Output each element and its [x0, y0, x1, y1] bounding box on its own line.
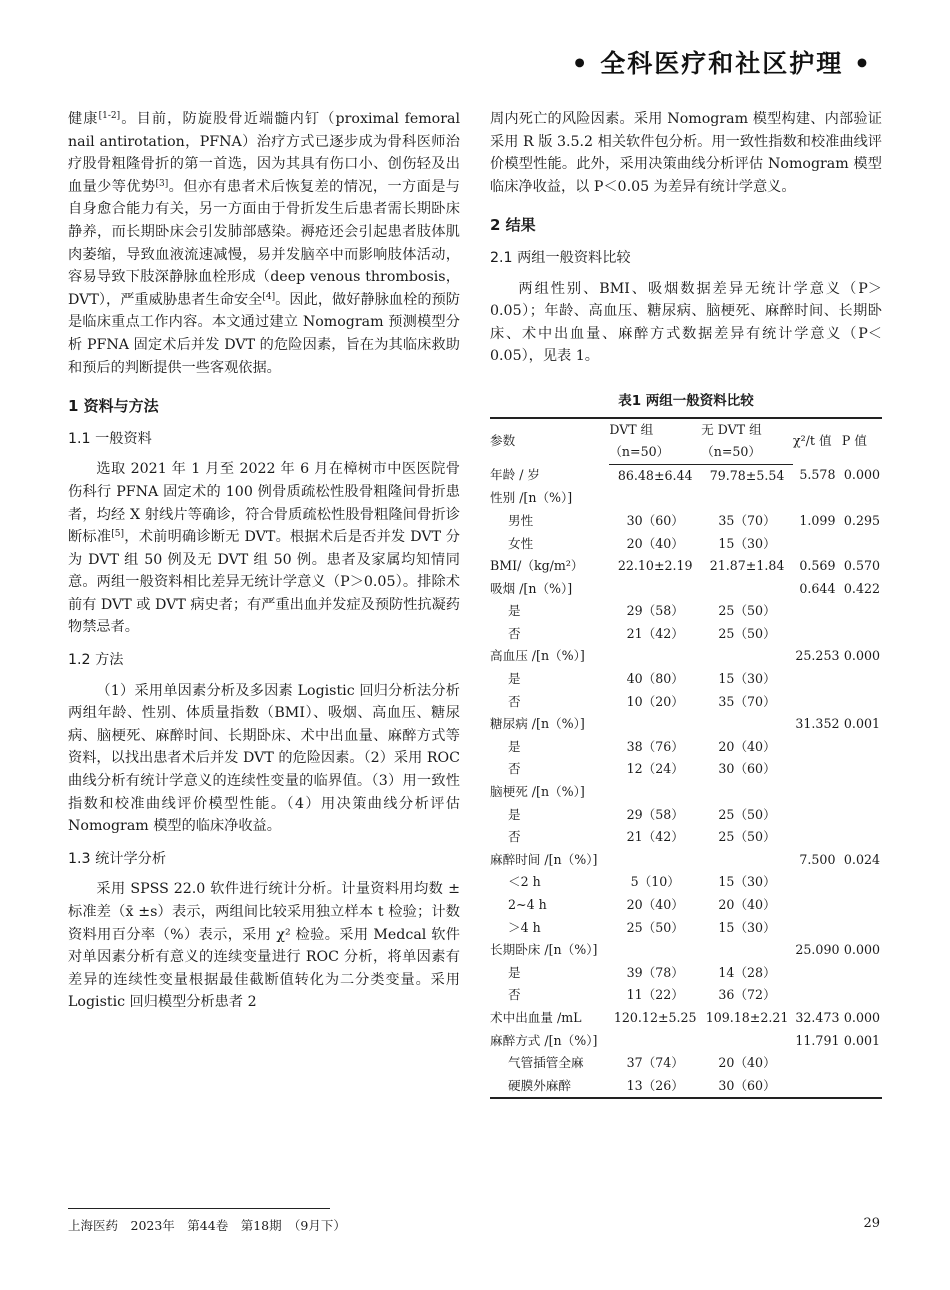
cell-ndvt: 15（30）: [718, 919, 776, 935]
cell-p: [842, 826, 882, 849]
cell-dvt: 29（58）: [626, 806, 684, 822]
cell-stat: [793, 487, 842, 510]
table-row: [490, 758, 882, 781]
cell-param: 高血压 /[n（%）]: [490, 648, 585, 664]
cell-stat: [793, 1075, 842, 1099]
cell-p: [842, 1052, 882, 1075]
cell-dvt: 39（78）: [626, 964, 684, 980]
cell-ndvt: [701, 939, 793, 962]
cell-p: 0.000: [843, 942, 880, 958]
page-number: 29: [863, 1216, 880, 1231]
cell-param: 长期卧床 /[n（%）]: [490, 942, 598, 958]
cell-stat: [793, 917, 842, 940]
section-heading-methods: 1 资料与方法: [68, 397, 159, 416]
cell-param: 吸烟 /[n（%）]: [490, 580, 573, 596]
cell-ndvt: 25（50）: [718, 806, 776, 822]
table-row: [490, 623, 882, 646]
cell-dvt: 21（42）: [626, 829, 684, 845]
subsection-heading-general: 1.1 一般资料: [68, 430, 152, 447]
cell-p: [842, 533, 882, 556]
table-row: [490, 804, 882, 827]
cell-dvt: [609, 939, 701, 962]
table-row: [490, 984, 882, 1007]
cell-stat: 32.473: [795, 1009, 840, 1025]
citation: [3]: [155, 178, 169, 189]
cell-ndvt: 21.87±1.84: [709, 558, 785, 574]
table-row: [490, 826, 882, 849]
cell-dvt: 10（20）: [626, 693, 684, 709]
general-data-paragraph: 选取 2021 年 1 月至 2022 年 6 月在樟树市中医医院骨伤科行 PFNA 固定术的 100 例骨质疏松性股骨粗隆间骨折患者，均经 X 射线片等确诊，符合骨质疏松性股骨粗隆间骨折诊断标准[5]，术前明确诊断无 DVT。根据术后是否并发 DVT 分为 DVT 组 50 例及无 DVT 组 50 例。患者及家属均知情同意。两组一般资料相比差异无统计学意义（P＞0.05）。排除术前有 DVT 或 DVT 病史者；有严重出血并发症及预防性抗凝药物禁忌者。: [68, 461, 460, 636]
cell-ndvt: [701, 1030, 793, 1053]
cell-dvt: 20（40）: [626, 535, 684, 551]
table-row: [490, 849, 882, 872]
journal-footer: 上海医药 2023年 第44卷 第18期 （9月下）: [68, 1218, 346, 1233]
citation: [1-2]: [98, 111, 121, 121]
cell-p: [842, 962, 882, 985]
cell-param: 女性: [508, 535, 534, 551]
cell-dvt: 30（60）: [626, 512, 684, 528]
section-heading-results: 2 结果: [490, 216, 536, 235]
cell-dvt: [609, 781, 701, 804]
right-column: [490, 108, 882, 1099]
cell-param: 气管插管全麻: [508, 1055, 584, 1071]
subsection-heading-comparison: 2.1 两组一般资料比较: [490, 249, 631, 266]
cell-ndvt: 15（30）: [718, 671, 776, 687]
header-p: P 值: [842, 418, 882, 465]
cell-p: [842, 917, 882, 940]
cell-stat: [793, 894, 842, 917]
cell-dvt: 37（74）: [626, 1055, 684, 1071]
cell-stat: 7.500: [799, 851, 836, 867]
cell-stat: 1.099: [799, 512, 836, 528]
footer-rule: [68, 1208, 330, 1209]
cell-ndvt: 20（40）: [718, 897, 776, 912]
cell-stat: [793, 984, 842, 1007]
table-row: [490, 781, 882, 804]
table-row: [490, 736, 882, 759]
table-row: [490, 1052, 882, 1075]
cell-ndvt: [701, 781, 793, 804]
cell-p: [842, 871, 882, 894]
cell-param: 2~4 h: [508, 897, 547, 912]
cell-param: 糖尿病 /[n（%）]: [490, 716, 585, 732]
cell-p: [842, 1075, 882, 1099]
cell-p: 0.000: [843, 467, 880, 483]
cell-p: [842, 736, 882, 759]
cell-ndvt: 20（40）: [718, 1055, 776, 1071]
cell-param: BMI/（kg/m²）: [490, 558, 584, 574]
cell-stat: [793, 691, 842, 714]
cell-ndvt: 25（50）: [718, 829, 776, 845]
cell-stat: [793, 533, 842, 556]
header-dvt: DVT 组: [609, 418, 701, 442]
cell-param: 否: [508, 693, 521, 709]
subsection-heading-method: 1.2 方法: [68, 652, 124, 669]
cell-stat: [793, 668, 842, 691]
cell-dvt: [609, 645, 701, 668]
cell-p: [842, 804, 882, 827]
cell-stat: [793, 758, 842, 781]
cell-p: [842, 668, 882, 691]
cell-ndvt: 79.78±5.54: [709, 467, 785, 483]
cell-stat: [793, 600, 842, 623]
cell-ndvt: 15（30）: [718, 874, 776, 890]
table-row: [490, 510, 882, 533]
cell-p: 0.422: [843, 580, 880, 596]
cell-param: 否: [508, 987, 521, 1003]
table-row: [490, 555, 882, 578]
cell-ndvt: [701, 849, 793, 872]
cell-dvt: 13（26）: [609, 1075, 701, 1099]
cell-ndvt: 14（28）: [718, 964, 776, 980]
cell-dvt: [609, 487, 701, 510]
cell-dvt: 25（50）: [626, 919, 684, 935]
cell-stat: 31.352: [795, 716, 840, 732]
table-row: [490, 1007, 882, 1030]
cell-p: [842, 781, 882, 804]
cell-ndvt: 35（70）: [718, 693, 776, 709]
cell-ndvt: 109.18±2.21: [705, 1009, 789, 1025]
method-paragraph: （1）采用单因素分析及多因素 Logistic 回归分析法分析两组年龄、性别、体质量指数（BMI）、吸烟、高血压、糖尿病、脑梗死、麻醉时间、长期卧床、术中出血量、麻醉方式等资料，以找出患者术后并发 DVT 的危险因素。（2）采用 ROC 曲线分析有统计学意义的连续性变量的临界值。（3）用一致性指数和校准曲线评价模型性能。（4）用决策曲线分析评估 Nomogram 模型的临床净收益。: [68, 682, 460, 835]
header-stat: χ²/t 值: [793, 418, 842, 465]
cell-ndvt: 30（60）: [701, 1075, 793, 1099]
cell-p: [842, 758, 882, 781]
cell-stat: 0.569: [799, 558, 836, 574]
cell-stat: [793, 1052, 842, 1075]
header-ndvt: 无 DVT 组: [701, 418, 793, 442]
cell-dvt: 22.10±2.19: [617, 558, 693, 574]
cell-param: 是: [508, 964, 521, 980]
table-row: [490, 871, 882, 894]
citation: [5]: [111, 529, 125, 540]
cell-dvt: [609, 849, 701, 872]
cell-dvt: 29（58）: [626, 603, 684, 619]
cell-ndvt: 36（72）: [718, 987, 776, 1003]
cell-dvt: 40（80）: [626, 671, 684, 687]
left-column: [68, 108, 460, 1014]
cell-ndvt: 30（60）: [718, 761, 776, 777]
cell-dvt: 38（76）: [626, 738, 684, 754]
cell-param: 术中出血量 /mL: [490, 1009, 582, 1025]
cell-param: 否: [508, 829, 521, 845]
cell-dvt: 11（22）: [626, 987, 684, 1003]
table-row: [490, 917, 882, 940]
subsection-heading-statistics: 1.3 统计学分析: [68, 850, 167, 867]
cell-dvt: [609, 713, 701, 736]
cell-stat: 5.578: [799, 467, 836, 483]
cell-stat: [793, 736, 842, 759]
cell-dvt: 21（42）: [626, 625, 684, 641]
cell-dvt: [609, 1030, 701, 1053]
cell-ndvt: 20（40）: [718, 738, 776, 754]
cell-ndvt: [701, 713, 793, 736]
cell-param: 否: [508, 625, 521, 641]
table-row: [490, 487, 882, 510]
table-row: [490, 939, 882, 962]
cell-param: 是: [508, 671, 521, 687]
continued-paragraph: 周内死亡的风险因素。采用 Nomogram 模型构建、内部验证采用 R 版 3.5.2 相关软件包分析。用一致性指数和校准曲线评价模型性能。此外，采用决策曲线分析评估 Nomogram 模型临床净收益，以 P＜0.05 为差异有统计学意义。: [490, 111, 882, 195]
header-param: 参数: [490, 418, 609, 465]
cell-stat: [793, 623, 842, 646]
cell-stat: [793, 871, 842, 894]
statistics-paragraph: 采用 SPSS 22.0 软件进行统计分析。计量资料用均数 ± 标准差（x̄ ±s）表示，两组间比较采用独立样本 t 检验；计数资料用百分率（%）表示，采用 χ² 检验。采用 Medcal 软件对单因素分析有意义的连续变量进行 ROC 分析，将单因素有差异的连续性变量根据最佳截断值转化为二分类变量。采用 Logistic 回归模型分析患者 2: [68, 881, 460, 1011]
cell-param: 是: [508, 806, 521, 822]
table-row: [490, 713, 882, 736]
intro-paragraph: 健康[1-2]。目前，防旋股骨近端髓内钉（proximal femoral nail antirotation，PFNA）治疗方式已逐步成为骨科医师治疗股骨粗隆骨折的第一首选，因为其具有伤口小、创伤轻及出血量少等优势[3]。但亦有患者术后恢复差的情况，一方面是与自身愈合能力有关，另一方面由于骨折发生后患者需长期卧床静养，而长期卧床会引发肺部感染。褥疮还会引起患者肢体肌肉萎缩，导致血液流速减慢，易并发脑卒中而影响肢体活动，容易导致下肢深静脉血栓形成（deep venous thrombosis，DVT），严重威胁患者生命安全[4]。因此，做好静脉血栓的预防是临床重点工作内容。本文通过建立 Nomogram 预测模型分析 PFNA 固定术后并发 DVT 的危险因素，旨在为其临床救助和预后的判断提供一些客观依据。: [68, 111, 460, 376]
cell-stat: 25.253: [795, 648, 840, 664]
cell-param: 否: [508, 761, 521, 777]
cell-param: ＜2 h: [508, 874, 541, 890]
cell-p: 0.001: [843, 716, 880, 732]
cell-ndvt: [701, 578, 793, 601]
table-row: [490, 1030, 882, 1053]
cell-param: 硬膜外麻醉: [490, 1075, 609, 1099]
cell-dvt: 20（40）: [626, 897, 684, 912]
data-table: [490, 417, 882, 1100]
cell-dvt: 5（10）: [630, 874, 680, 890]
table-row: [490, 894, 882, 917]
cell-p: 0.000: [843, 1009, 880, 1025]
cell-param: ＞4 h: [508, 919, 541, 935]
cell-p: [842, 623, 882, 646]
cell-ndvt: 35（70）: [718, 512, 776, 528]
table-row: [490, 1075, 882, 1099]
cell-p: 0.000: [843, 648, 880, 664]
cell-stat: [793, 781, 842, 804]
cell-dvt: 12（24）: [626, 761, 684, 777]
cell-dvt: [609, 578, 701, 601]
table-row: [490, 578, 882, 601]
cell-stat: [793, 826, 842, 849]
cell-param: 是: [508, 603, 521, 619]
cell-p: [842, 487, 882, 510]
cell-param: 麻醉时间 /[n（%）]: [490, 851, 598, 867]
cell-param: 是: [508, 738, 521, 754]
table-row: [490, 645, 882, 668]
cell-ndvt: 25（50）: [718, 603, 776, 619]
table-row: [490, 464, 882, 487]
cell-param: 脑梗死 /[n（%）]: [490, 784, 585, 800]
table-row: [490, 600, 882, 623]
table-title: 表1 两组一般资料比较: [618, 392, 754, 409]
cell-p: 0.001: [843, 1032, 880, 1048]
cell-dvt: 86.48±6.44: [617, 467, 693, 483]
cell-p: 0.024: [843, 851, 880, 867]
cell-dvt: 120.12±5.25: [613, 1009, 697, 1025]
cell-stat: [793, 962, 842, 985]
cell-ndvt: [701, 645, 793, 668]
cell-ndvt: 15（30）: [718, 535, 776, 551]
cell-param: 男性: [508, 512, 534, 528]
cell-p: [842, 600, 882, 623]
cell-p: [842, 894, 882, 917]
cell-p: [842, 691, 882, 714]
header-ndvt-n: （n=50）: [701, 441, 793, 464]
header-dvt-n: （n=50）: [609, 441, 701, 464]
cell-ndvt: 25（50）: [718, 625, 776, 641]
cell-stat: [793, 804, 842, 827]
table-row: [490, 691, 882, 714]
cell-stat: 11.791: [795, 1032, 840, 1048]
results-paragraph: 两组性别、BMI、吸烟数据差异无统计学意义（P＞0.05）；年龄、高血压、糖尿病、脑梗死、麻醉时间、长期卧床、术中出血量、麻醉方式数据差异有统计学意义（P＜0.05），见表 1。: [490, 280, 882, 365]
cell-stat: 0.644: [799, 580, 836, 596]
journal-section-header: • 全科医疗和社区护理 •: [571, 49, 872, 78]
cell-stat: 25.090: [795, 942, 840, 958]
table-row: [490, 962, 882, 985]
cell-p: [842, 984, 882, 1007]
cell-param: 麻醉方式 /[n（%）]: [490, 1032, 598, 1048]
citation: [4]: [262, 291, 276, 302]
table-row: [490, 533, 882, 556]
cell-p: 0.570: [843, 558, 880, 574]
table-row: [490, 668, 882, 691]
cell-param: 性别 /[n（%）]: [490, 490, 573, 506]
cell-param: 年龄 / 岁: [490, 467, 541, 483]
cell-p: 0.295: [843, 512, 880, 528]
cell-ndvt: [701, 487, 793, 510]
